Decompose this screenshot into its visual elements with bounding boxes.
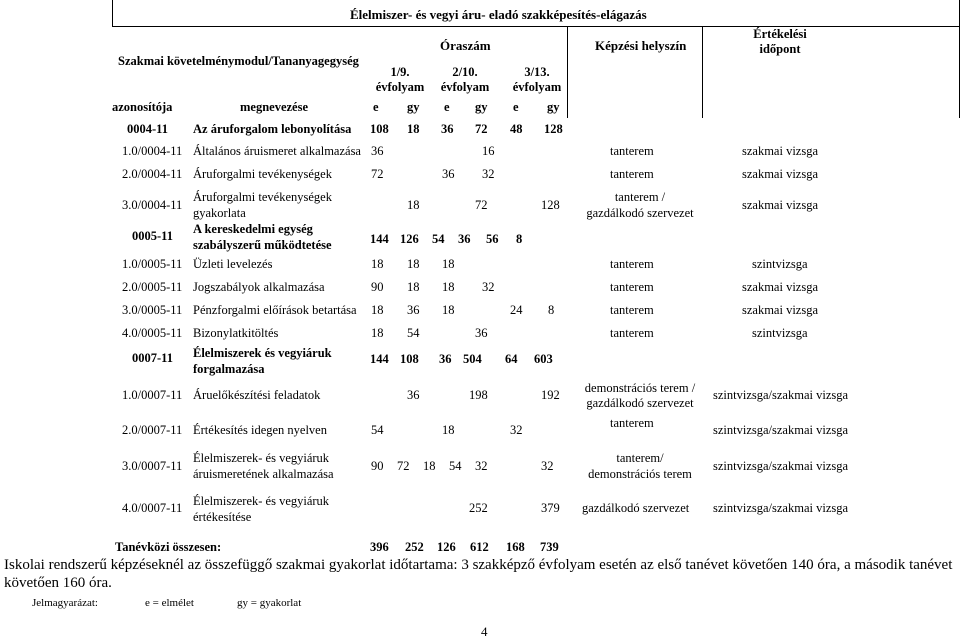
year1-header-a: 1/9. — [390, 65, 410, 79]
row-2-0004-place: tanterem — [610, 167, 654, 181]
title-underline — [112, 26, 960, 27]
row-0004-v1: 108 — [370, 122, 389, 136]
row-0007-v4: 504 — [463, 352, 482, 366]
id-column-header: azonosítója — [112, 100, 173, 114]
row-4-0005-v1: 18 — [371, 326, 384, 340]
row-0005-v1: 144 — [370, 232, 389, 246]
row-4-0005-name: Bizonylatkitöltés — [193, 326, 279, 340]
row-3-0004-place-b: gazdálkodó szervezet — [586, 206, 694, 220]
row-0004-v5: 48 — [510, 122, 523, 136]
header-divider-hours — [567, 26, 568, 118]
row-3-0007-name-a: Élelmiszerek- és vegyiáruk — [193, 451, 330, 465]
row-1-0004-v1: 36 — [371, 144, 384, 158]
row-0004-name: Az áruforgalom lebonyolítása — [193, 122, 352, 136]
row-2-0005-v4: 32 — [482, 280, 495, 294]
row-0004-v3: 36 — [441, 122, 454, 136]
row-2-0007-v3: 32 — [510, 423, 523, 437]
row-4-0007-place: gazdálkodó szervezet — [582, 501, 690, 515]
total-v5: 168 — [506, 540, 525, 554]
row-2-0007-name: Értékesítés idegen nyelven — [193, 423, 327, 437]
row-2-0005-v3: 18 — [442, 280, 455, 294]
row-3-0004-v3: 128 — [541, 198, 560, 212]
row-3-0004-name-a: Áruforgalmi tevékenységek — [193, 190, 332, 204]
row-3-0007-v2: 72 — [397, 459, 410, 473]
row-0005-v2: 126 — [400, 232, 419, 246]
year3-header-b: évfolyam — [512, 80, 562, 94]
row-1-0007-v3: 192 — [541, 388, 560, 402]
row-1-0004-place: tanterem — [610, 144, 654, 158]
row-2-0004-v1: 72 — [371, 167, 384, 181]
row-2-0004-v2: 36 — [442, 167, 455, 181]
row-0005-v3: 54 — [432, 232, 445, 246]
row-0005-name-b: szabályszerű működtetése — [193, 238, 332, 252]
row-2-0007-id: 2.0/0007-11 — [122, 423, 183, 437]
col-gy2: gy — [475, 100, 488, 114]
row-1-0005-place: tanterem — [610, 257, 654, 271]
row-3-0007-v5: 32 — [475, 459, 488, 473]
row-4-0005-v2: 54 — [407, 326, 420, 340]
row-4-0005-place: tanterem — [610, 326, 654, 340]
row-3-0005-v5: 8 — [548, 303, 555, 317]
name-column-header: megnevezése — [240, 100, 309, 114]
row-0005-v4: 36 — [458, 232, 471, 246]
total-v4: 612 — [470, 540, 489, 554]
year2-header-b: évfolyam — [440, 80, 490, 94]
col-gy1: gy — [407, 100, 420, 114]
row-4-0007-name-b: értékesítése — [193, 510, 252, 524]
header-divider-eval — [702, 26, 703, 118]
place-header: Képzési helyszín — [595, 38, 687, 53]
row-2-0007-place: tanterem — [610, 416, 654, 430]
row-4-0007-id: 4.0/0007-11 — [122, 501, 183, 515]
row-1-0004-name: Általános áruismeret alkalmazása — [193, 144, 361, 158]
row-3-0004-eval: szakmai vizsga — [742, 198, 819, 212]
row-3-0004-id: 3.0/0004-11 — [122, 198, 183, 212]
row-3-0004-v2: 72 — [475, 198, 488, 212]
row-3-0007-v3: 18 — [423, 459, 436, 473]
row-3-0007-id: 3.0/0007-11 — [122, 459, 183, 473]
row-1-0007-v1: 36 — [407, 388, 420, 402]
row-3-0007-place-b: demonstrációs terem — [588, 467, 692, 481]
row-3-0005-name: Pénzforgalmi előírások betartása — [193, 303, 357, 317]
row-3-0007-place-a: tanterem/ — [616, 451, 664, 465]
row-3-0005-v4: 24 — [510, 303, 523, 317]
row-3-0007-name-b: áruismeretének alkalmazása — [193, 467, 334, 481]
row-1-0007-place-a: demonstrációs terem / — [584, 381, 696, 395]
row-4-0007-eval: szintvizsga/szakmai vizsga — [713, 501, 849, 515]
row-3-0005-place: tanterem — [610, 303, 654, 317]
row-3-0005-v2: 36 — [407, 303, 420, 317]
row-4-0005-eval: szintvizsga — [752, 326, 808, 340]
row-2-0004-eval: szakmai vizsga — [742, 167, 819, 181]
row-1-0007-eval: szintvizsga/szakmai vizsga — [713, 388, 849, 402]
row-1-0004-v2: 16 — [482, 144, 495, 158]
legend-gyakorlat: gy = gyakorlat — [237, 597, 302, 609]
row-3-0007-v1: 90 — [371, 459, 384, 473]
row-0007-v3: 36 — [439, 352, 452, 366]
row-2-0007-v2: 18 — [442, 423, 455, 437]
total-v6: 739 — [540, 540, 559, 554]
row-0005-id: 0005-11 — [132, 229, 173, 243]
row-1-0004-id: 1.0/0004-11 — [122, 144, 183, 158]
row-1-0007-v2: 198 — [469, 388, 488, 402]
row-4-0005-id: 4.0/0005-11 — [122, 326, 183, 340]
eval-header-a: Értékelési — [753, 27, 807, 41]
row-0007-v6: 603 — [534, 352, 553, 366]
col-e1: e — [373, 100, 379, 114]
practice-duration-note: Iskolai rendszerű képzéseknél az összefüggő szakmai gyakorlat időtartama: 3 szakképző évfolyam esetén az első tanévet követően 140 óra, a második tanévet követően 160 óra. — [4, 557, 953, 591]
row-0004-v2: 18 — [407, 122, 420, 136]
row-2-0004-name: Áruforgalmi tevékenységek — [193, 167, 332, 181]
row-1-0004-eval: szakmai vizsga — [742, 144, 819, 158]
row-2-0005-place: tanterem — [610, 280, 654, 294]
total-v2: 252 — [405, 540, 424, 554]
row-3-0004-v1: 18 — [407, 198, 420, 212]
row-2-0004-v3: 32 — [482, 167, 495, 181]
row-3-0005-v1: 18 — [371, 303, 384, 317]
col-e3: e — [513, 100, 519, 114]
page-number: 4 — [481, 624, 488, 639]
row-3-0005-eval: szakmai vizsga — [742, 303, 819, 317]
row-1-0007-place-b: gazdálkodó szervezet — [586, 396, 694, 410]
row-2-0005-id: 2.0/0005-11 — [122, 280, 183, 294]
row-0004-v6: 128 — [544, 122, 563, 136]
row-2-0005-v2: 18 — [407, 280, 420, 294]
row-3-0004-place-a: tanterem / — [614, 190, 666, 204]
row-0005-v5: 56 — [486, 232, 499, 246]
row-4-0005-v3: 36 — [475, 326, 488, 340]
row-2-0007-v1: 54 — [371, 423, 384, 437]
module-column-header: Szakmai követelménymodul/Tananyagegység — [118, 54, 359, 68]
row-2-0005-name: Jogszabályok alkalmazása — [193, 280, 325, 294]
row-3-0005-v3: 18 — [442, 303, 455, 317]
row-0007-name-a: Élelmiszerek és vegyiáruk — [193, 346, 332, 360]
year3-header-a: 3/13. — [524, 65, 550, 79]
table-left-border — [112, 0, 113, 26]
row-0007-v1: 144 — [370, 352, 389, 366]
legend-label: Jelmagyarázat: — [32, 597, 98, 609]
row-0007-id: 0007-11 — [132, 351, 173, 365]
row-0005-v6: 8 — [516, 232, 523, 246]
row-1-0005-id: 1.0/0005-11 — [122, 257, 183, 271]
row-1-0007-id: 1.0/0007-11 — [122, 388, 183, 402]
row-1-0005-v2: 18 — [407, 257, 420, 271]
row-3-0007-v6: 32 — [541, 459, 554, 473]
row-1-0005-name: Üzleti levelezés — [193, 257, 273, 271]
col-e2: e — [444, 100, 450, 114]
row-2-0005-eval: szakmai vizsga — [742, 280, 819, 294]
row-2-0007-eval: szintvizsga/szakmai vizsga — [713, 423, 849, 437]
row-1-0007-name: Áruelőkészítési feladatok — [193, 388, 321, 402]
row-0005-name-a: A kereskedelmi egység — [193, 222, 313, 236]
total-label: Tanévközi összesen: — [115, 540, 222, 554]
row-0007-v2: 108 — [400, 352, 419, 366]
row-3-0007-v4: 54 — [449, 459, 462, 473]
year2-header-a: 2/10. — [452, 65, 478, 79]
row-1-0005-eval: szintvizsga — [752, 257, 808, 271]
row-0007-v5: 64 — [505, 352, 518, 366]
row-4-0007-v1: 252 — [469, 501, 488, 515]
row-0007-name-b: forgalmazása — [193, 362, 265, 376]
eval-header-b: időpont — [759, 42, 801, 56]
row-4-0007-v2: 379 — [541, 501, 560, 515]
table-title: Élelmiszer- és vegyi áru- eladó szakképesítés-elágazás — [350, 7, 647, 22]
row-1-0005-v3: 18 — [442, 257, 455, 271]
row-3-0007-eval: szintvizsga/szakmai vizsga — [713, 459, 849, 473]
row-1-0005-v1: 18 — [371, 257, 384, 271]
row-2-0004-id: 2.0/0004-11 — [122, 167, 183, 181]
row-0004-id: 0004-11 — [127, 122, 168, 136]
row-2-0005-v1: 90 — [371, 280, 384, 294]
row-4-0007-name-a: Élelmiszerek- és vegyiáruk — [193, 494, 330, 508]
legend-elmelet: e = elmélet — [145, 597, 194, 609]
year1-header-b: évfolyam — [375, 80, 425, 94]
hours-header: Óraszám — [440, 38, 491, 53]
row-0004-v4: 72 — [475, 122, 488, 136]
total-v1: 396 — [370, 540, 389, 554]
row-3-0004-name-b: gyakorlata — [193, 206, 246, 220]
total-v3: 126 — [437, 540, 456, 554]
col-gy3: gy — [547, 100, 560, 114]
row-3-0005-id: 3.0/0005-11 — [122, 303, 183, 317]
